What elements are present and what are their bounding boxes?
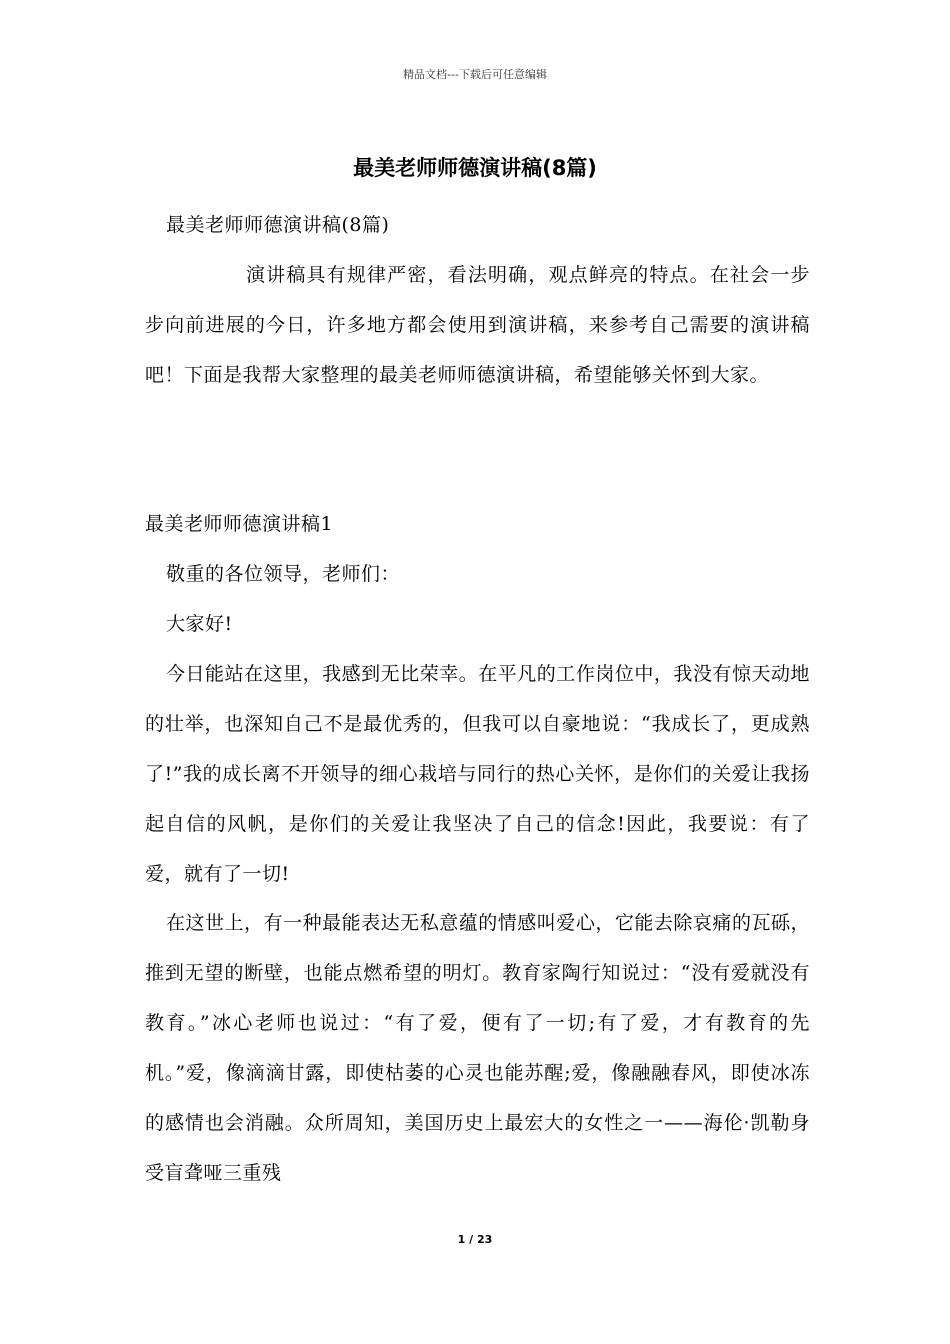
salutation: 敬重的各位领导，老师们： (166, 563, 401, 585)
intro-paragraph: 演讲稿具有规律严密，看法明确，观点鲜亮的特点。在社会一步步向前进展的今日，许多地方都会使用到演讲稿，来参考自己需要的演讲稿吧！下面是我帮大家整理的最美老师师德演讲稿，希望能够关怀到大家。 (145, 264, 810, 386)
body-paragraph-1: 今日能站在这里，我感到无比荣幸。在平凡的工作岗位中，我没有惊天动地的壮举，也深知自己不是最优秀的，但我可以自豪地说：“我成长了，更成熟了!”我的成长离不开领导的细心栽培与同行的热心关怀，是你们的关爱让我扬起自信的风帆，是你们的关爱让我坚决了自己的信念!因此，我要说：有了爱，就有了一切! (145, 663, 810, 885)
page-header: 精品文档---下载后可任意编辑 (403, 68, 547, 81)
document-title: 最美老师师德演讲稿(8篇) (353, 156, 597, 180)
greeting: 大家好! (166, 613, 233, 635)
document-subtitle: 最美老师师德演讲稿(8篇) (166, 214, 390, 236)
section-heading: 最美老师师德演讲稿1 (145, 513, 334, 535)
body-paragraph-2: 在这世上，有一种最能表达无私意蕴的情感叫爱心，它能去除哀痛的瓦砾，推到无望的断壁，也能点燃希望的明灯。教育家陶行知说过：“没有爱就没有教育。”冰心老师也说过：“有了爱，便有了一切;有了爱，才有教育的先机。”爱，像滴滴甘露，即使枯萎的心灵也能苏醒;爱，像融融春风，即使冰冻的感情也会消融。众所周知，美国历史上最宏大的女性之一——海伦·凯勒身受盲聋哑三重残 (145, 912, 810, 1184)
page-number: 1 / 23 (457, 1233, 493, 1246)
